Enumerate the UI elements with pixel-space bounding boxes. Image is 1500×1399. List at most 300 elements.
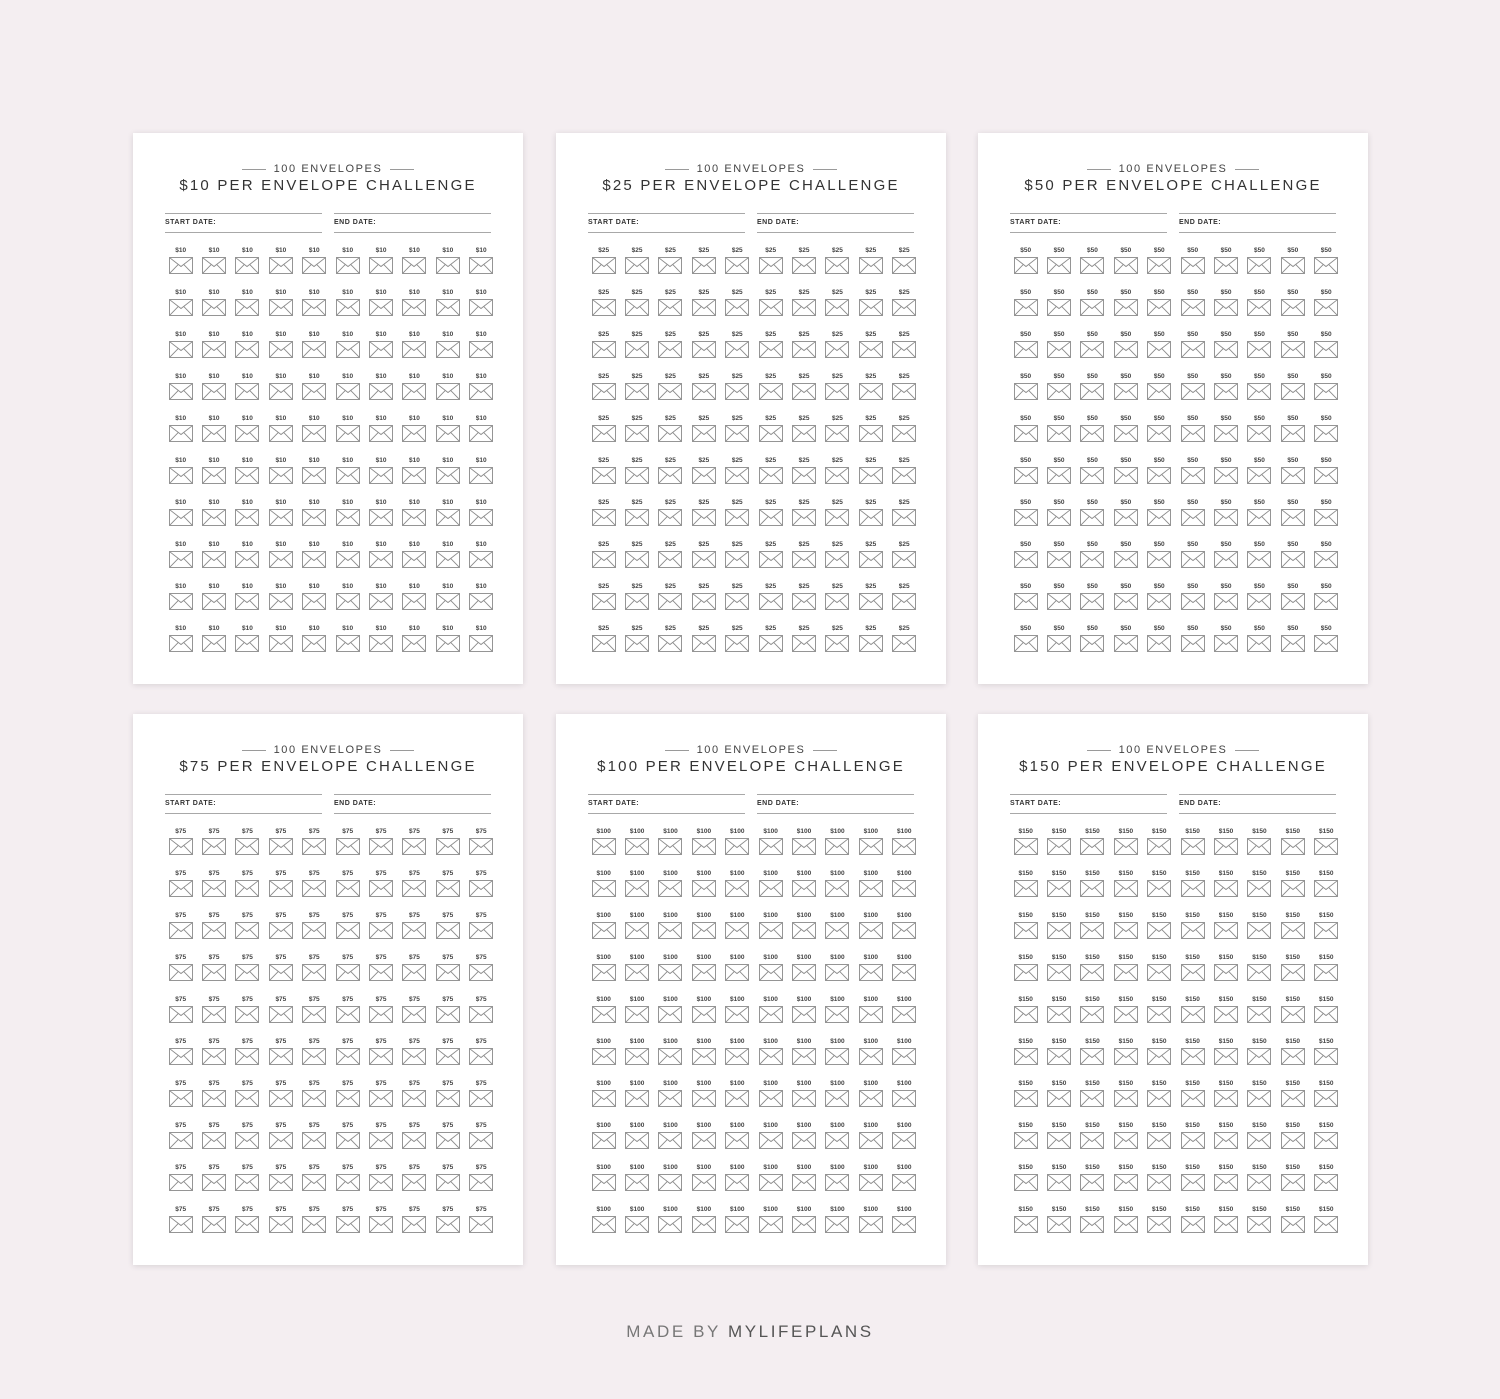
- start-date-field[interactable]: START DATE:: [165, 794, 322, 814]
- envelope-cell[interactable]: [620, 827, 653, 869]
- envelope-cell[interactable]: [1143, 1037, 1176, 1079]
- envelope-cell[interactable]: [264, 911, 297, 953]
- envelope-cell[interactable]: [888, 1121, 921, 1163]
- envelope-cell[interactable]: [231, 869, 264, 911]
- envelope-cell[interactable]: [754, 246, 787, 288]
- envelope-cell[interactable]: [1042, 372, 1075, 414]
- envelope-cell[interactable]: [1076, 288, 1109, 330]
- envelope-cell[interactable]: [431, 414, 464, 456]
- envelope-cell[interactable]: [587, 995, 620, 1037]
- envelope-cell[interactable]: [431, 1163, 464, 1205]
- envelope-cell[interactable]: [1143, 1121, 1176, 1163]
- envelope-cell[interactable]: [854, 1037, 887, 1079]
- envelope-cell[interactable]: [1143, 827, 1176, 869]
- envelope-cell[interactable]: [1009, 624, 1042, 666]
- envelope-cell[interactable]: [687, 995, 720, 1037]
- envelope-cell[interactable]: [854, 498, 887, 540]
- envelope-cell[interactable]: [364, 1037, 397, 1079]
- envelope-cell[interactable]: [721, 246, 754, 288]
- envelope-cell[interactable]: [1209, 1121, 1242, 1163]
- envelope-cell[interactable]: [431, 1037, 464, 1079]
- envelope-cell[interactable]: [1076, 1205, 1109, 1247]
- envelope-cell[interactable]: [821, 330, 854, 372]
- envelope-cell[interactable]: [821, 582, 854, 624]
- envelope-cell[interactable]: [754, 1163, 787, 1205]
- envelope-cell[interactable]: [1276, 1205, 1309, 1247]
- envelope-cell[interactable]: [654, 995, 687, 1037]
- envelope-cell[interactable]: [754, 498, 787, 540]
- envelope-cell[interactable]: [298, 582, 331, 624]
- envelope-cell[interactable]: [197, 911, 230, 953]
- envelope-cell[interactable]: [888, 582, 921, 624]
- envelope-cell[interactable]: [331, 246, 364, 288]
- envelope-cell[interactable]: [1176, 624, 1209, 666]
- start-date-field[interactable]: START DATE:: [1010, 794, 1167, 814]
- envelope-cell[interactable]: [231, 288, 264, 330]
- envelope-cell[interactable]: [298, 953, 331, 995]
- envelope-cell[interactable]: [1209, 582, 1242, 624]
- envelope-cell[interactable]: [587, 953, 620, 995]
- envelope-cell[interactable]: [721, 1121, 754, 1163]
- envelope-cell[interactable]: [1209, 1037, 1242, 1079]
- envelope-cell[interactable]: [298, 330, 331, 372]
- envelope-cell[interactable]: [465, 540, 498, 582]
- envelope-cell[interactable]: [264, 414, 297, 456]
- envelope-cell[interactable]: [331, 540, 364, 582]
- envelope-cell[interactable]: [1276, 869, 1309, 911]
- envelope-cell[interactable]: [687, 288, 720, 330]
- envelope-cell[interactable]: [620, 1121, 653, 1163]
- envelope-cell[interactable]: [364, 911, 397, 953]
- envelope-cell[interactable]: [431, 995, 464, 1037]
- envelope-cell[interactable]: [1176, 1163, 1209, 1205]
- envelope-cell[interactable]: [1276, 246, 1309, 288]
- envelope-cell[interactable]: [364, 540, 397, 582]
- envelope-cell[interactable]: [1176, 1121, 1209, 1163]
- envelope-cell[interactable]: [465, 1121, 498, 1163]
- envelope-cell[interactable]: [465, 953, 498, 995]
- envelope-cell[interactable]: [465, 1205, 498, 1247]
- envelope-cell[interactable]: [298, 1079, 331, 1121]
- envelope-cell[interactable]: [620, 953, 653, 995]
- envelope-cell[interactable]: [1276, 624, 1309, 666]
- envelope-cell[interactable]: [821, 1121, 854, 1163]
- envelope-cell[interactable]: [687, 1205, 720, 1247]
- envelope-cell[interactable]: [465, 1037, 498, 1079]
- envelope-cell[interactable]: [1209, 995, 1242, 1037]
- envelope-cell[interactable]: [754, 456, 787, 498]
- envelope-cell[interactable]: [231, 414, 264, 456]
- envelope-cell[interactable]: [1310, 498, 1343, 540]
- envelope-cell[interactable]: [754, 1121, 787, 1163]
- envelope-cell[interactable]: [364, 246, 397, 288]
- envelope-cell[interactable]: [398, 582, 431, 624]
- envelope-cell[interactable]: [787, 540, 820, 582]
- envelope-cell[interactable]: [197, 1163, 230, 1205]
- envelope-cell[interactable]: [620, 869, 653, 911]
- envelope-cell[interactable]: [465, 414, 498, 456]
- envelope-cell[interactable]: [197, 414, 230, 456]
- envelope-cell[interactable]: [1076, 953, 1109, 995]
- envelope-cell[interactable]: [431, 330, 464, 372]
- envelope-cell[interactable]: [854, 827, 887, 869]
- envelope-cell[interactable]: [687, 1163, 720, 1205]
- envelope-cell[interactable]: [587, 1121, 620, 1163]
- envelope-cell[interactable]: [854, 582, 887, 624]
- envelope-cell[interactable]: [264, 1205, 297, 1247]
- envelope-cell[interactable]: [331, 953, 364, 995]
- envelope-cell[interactable]: [687, 456, 720, 498]
- envelope-cell[interactable]: [1310, 414, 1343, 456]
- envelope-cell[interactable]: [331, 498, 364, 540]
- envelope-cell[interactable]: [721, 995, 754, 1037]
- envelope-cell[interactable]: [298, 827, 331, 869]
- envelope-cell[interactable]: [197, 246, 230, 288]
- envelope-cell[interactable]: [821, 246, 854, 288]
- envelope-cell[interactable]: [1009, 330, 1042, 372]
- envelope-cell[interactable]: [398, 827, 431, 869]
- envelope-cell[interactable]: [431, 246, 464, 288]
- envelope-cell[interactable]: [888, 995, 921, 1037]
- envelope-cell[interactable]: [1276, 540, 1309, 582]
- envelope-cell[interactable]: [821, 995, 854, 1037]
- envelope-cell[interactable]: [1076, 330, 1109, 372]
- envelope-cell[interactable]: [1042, 869, 1075, 911]
- envelope-cell[interactable]: [888, 911, 921, 953]
- envelope-cell[interactable]: [1143, 372, 1176, 414]
- envelope-cell[interactable]: [821, 911, 854, 953]
- envelope-cell[interactable]: [1243, 1079, 1276, 1121]
- envelope-cell[interactable]: [1109, 624, 1142, 666]
- envelope-cell[interactable]: [298, 246, 331, 288]
- envelope-cell[interactable]: [364, 1121, 397, 1163]
- envelope-cell[interactable]: [1109, 456, 1142, 498]
- envelope-cell[interactable]: [654, 330, 687, 372]
- envelope-cell[interactable]: [431, 456, 464, 498]
- envelope-cell[interactable]: [787, 372, 820, 414]
- envelope-cell[interactable]: [231, 827, 264, 869]
- envelope-cell[interactable]: [1076, 372, 1109, 414]
- envelope-cell[interactable]: [654, 953, 687, 995]
- envelope-cell[interactable]: [1109, 1037, 1142, 1079]
- envelope-cell[interactable]: [1243, 953, 1276, 995]
- envelope-cell[interactable]: [754, 288, 787, 330]
- envelope-cell[interactable]: [364, 1079, 397, 1121]
- envelope-cell[interactable]: [364, 995, 397, 1037]
- envelope-cell[interactable]: [1310, 1079, 1343, 1121]
- envelope-cell[interactable]: [231, 1205, 264, 1247]
- envelope-cell[interactable]: [1176, 1079, 1209, 1121]
- envelope-cell[interactable]: [1209, 246, 1242, 288]
- envelope-cell[interactable]: [787, 869, 820, 911]
- envelope-cell[interactable]: [587, 869, 620, 911]
- envelope-cell[interactable]: [1310, 869, 1343, 911]
- envelope-cell[interactable]: [1109, 869, 1142, 911]
- start-date-field[interactable]: START DATE:: [165, 213, 322, 233]
- envelope-cell[interactable]: [587, 827, 620, 869]
- envelope-cell[interactable]: [620, 372, 653, 414]
- envelope-cell[interactable]: [654, 498, 687, 540]
- envelope-cell[interactable]: [431, 288, 464, 330]
- envelope-cell[interactable]: [1176, 1205, 1209, 1247]
- envelope-cell[interactable]: [587, 330, 620, 372]
- envelope-cell[interactable]: [754, 330, 787, 372]
- envelope-cell[interactable]: [754, 827, 787, 869]
- envelope-cell[interactable]: [1143, 995, 1176, 1037]
- envelope-cell[interactable]: [787, 414, 820, 456]
- envelope-cell[interactable]: [1009, 456, 1042, 498]
- envelope-cell[interactable]: [821, 869, 854, 911]
- envelope-cell[interactable]: [431, 540, 464, 582]
- end-date-field[interactable]: END DATE:: [334, 794, 491, 814]
- envelope-cell[interactable]: [164, 911, 197, 953]
- envelope-cell[interactable]: [1310, 827, 1343, 869]
- envelope-cell[interactable]: [821, 1163, 854, 1205]
- envelope-cell[interactable]: [197, 372, 230, 414]
- envelope-cell[interactable]: [164, 456, 197, 498]
- envelope-cell[interactable]: [164, 1037, 197, 1079]
- envelope-cell[interactable]: [587, 540, 620, 582]
- envelope-cell[interactable]: [431, 953, 464, 995]
- envelope-cell[interactable]: [721, 869, 754, 911]
- envelope-cell[interactable]: [1109, 995, 1142, 1037]
- envelope-cell[interactable]: [398, 869, 431, 911]
- envelope-cell[interactable]: [264, 1163, 297, 1205]
- envelope-cell[interactable]: [1076, 995, 1109, 1037]
- envelope-cell[interactable]: [1076, 1163, 1109, 1205]
- envelope-cell[interactable]: [398, 1079, 431, 1121]
- envelope-cell[interactable]: [687, 540, 720, 582]
- envelope-cell[interactable]: [1276, 372, 1309, 414]
- envelope-cell[interactable]: [687, 869, 720, 911]
- envelope-cell[interactable]: [264, 372, 297, 414]
- envelope-cell[interactable]: [1243, 827, 1276, 869]
- envelope-cell[interactable]: [1009, 582, 1042, 624]
- envelope-cell[interactable]: [620, 330, 653, 372]
- envelope-cell[interactable]: [1143, 1205, 1176, 1247]
- envelope-cell[interactable]: [264, 1079, 297, 1121]
- envelope-cell[interactable]: [787, 995, 820, 1037]
- envelope-cell[interactable]: [364, 498, 397, 540]
- envelope-cell[interactable]: [398, 953, 431, 995]
- envelope-cell[interactable]: [721, 827, 754, 869]
- envelope-cell[interactable]: [587, 582, 620, 624]
- envelope-cell[interactable]: [1209, 330, 1242, 372]
- envelope-cell[interactable]: [1276, 953, 1309, 995]
- envelope-cell[interactable]: [1109, 498, 1142, 540]
- envelope-cell[interactable]: [231, 624, 264, 666]
- envelope-cell[interactable]: [587, 1163, 620, 1205]
- envelope-cell[interactable]: [888, 624, 921, 666]
- envelope-cell[interactable]: [1176, 953, 1209, 995]
- envelope-cell[interactable]: [197, 1121, 230, 1163]
- envelope-cell[interactable]: [654, 1121, 687, 1163]
- envelope-cell[interactable]: [1042, 540, 1075, 582]
- envelope-cell[interactable]: [1176, 582, 1209, 624]
- envelope-cell[interactable]: [1276, 911, 1309, 953]
- envelope-cell[interactable]: [231, 540, 264, 582]
- envelope-cell[interactable]: [231, 1079, 264, 1121]
- envelope-cell[interactable]: [587, 624, 620, 666]
- envelope-cell[interactable]: [331, 372, 364, 414]
- envelope-cell[interactable]: [164, 414, 197, 456]
- envelope-cell[interactable]: [1109, 1079, 1142, 1121]
- envelope-cell[interactable]: [721, 911, 754, 953]
- envelope-cell[interactable]: [1276, 288, 1309, 330]
- envelope-cell[interactable]: [1143, 1163, 1176, 1205]
- envelope-cell[interactable]: [1042, 1037, 1075, 1079]
- envelope-cell[interactable]: [197, 1037, 230, 1079]
- end-date-field[interactable]: END DATE:: [757, 213, 914, 233]
- envelope-cell[interactable]: [888, 540, 921, 582]
- envelope-cell[interactable]: [654, 827, 687, 869]
- envelope-cell[interactable]: [431, 624, 464, 666]
- envelope-cell[interactable]: [331, 1079, 364, 1121]
- envelope-cell[interactable]: [1009, 1037, 1042, 1079]
- envelope-cell[interactable]: [331, 869, 364, 911]
- envelope-cell[interactable]: [1042, 456, 1075, 498]
- envelope-cell[interactable]: [1143, 330, 1176, 372]
- envelope-cell[interactable]: [787, 246, 820, 288]
- envelope-cell[interactable]: [1209, 624, 1242, 666]
- envelope-cell[interactable]: [888, 953, 921, 995]
- envelope-cell[interactable]: [364, 372, 397, 414]
- envelope-cell[interactable]: [364, 330, 397, 372]
- envelope-cell[interactable]: [264, 246, 297, 288]
- envelope-cell[interactable]: [721, 456, 754, 498]
- envelope-cell[interactable]: [1042, 953, 1075, 995]
- envelope-cell[interactable]: [298, 414, 331, 456]
- envelope-cell[interactable]: [854, 246, 887, 288]
- end-date-field[interactable]: END DATE:: [757, 794, 914, 814]
- envelope-cell[interactable]: [1310, 288, 1343, 330]
- envelope-cell[interactable]: [654, 372, 687, 414]
- envelope-cell[interactable]: [298, 624, 331, 666]
- envelope-cell[interactable]: [364, 827, 397, 869]
- envelope-cell[interactable]: [854, 456, 887, 498]
- envelope-cell[interactable]: [1076, 246, 1109, 288]
- envelope-cell[interactable]: [587, 1205, 620, 1247]
- envelope-cell[interactable]: [888, 1079, 921, 1121]
- envelope-cell[interactable]: [431, 1205, 464, 1247]
- envelope-cell[interactable]: [398, 1205, 431, 1247]
- envelope-cell[interactable]: [754, 1079, 787, 1121]
- envelope-cell[interactable]: [398, 624, 431, 666]
- envelope-cell[interactable]: [431, 827, 464, 869]
- envelope-cell[interactable]: [231, 953, 264, 995]
- envelope-cell[interactable]: [364, 582, 397, 624]
- envelope-cell[interactable]: [754, 1037, 787, 1079]
- end-date-field[interactable]: END DATE:: [334, 213, 491, 233]
- envelope-cell[interactable]: [754, 582, 787, 624]
- envelope-cell[interactable]: [164, 953, 197, 995]
- envelope-cell[interactable]: [364, 1163, 397, 1205]
- envelope-cell[interactable]: [1009, 414, 1042, 456]
- envelope-cell[interactable]: [754, 372, 787, 414]
- envelope-cell[interactable]: [854, 330, 887, 372]
- envelope-cell[interactable]: [431, 869, 464, 911]
- envelope-cell[interactable]: [1176, 456, 1209, 498]
- envelope-cell[interactable]: [787, 498, 820, 540]
- envelope-cell[interactable]: [164, 372, 197, 414]
- envelope-cell[interactable]: [888, 288, 921, 330]
- envelope-cell[interactable]: [1243, 1205, 1276, 1247]
- envelope-cell[interactable]: [1209, 827, 1242, 869]
- envelope-cell[interactable]: [1276, 1163, 1309, 1205]
- envelope-cell[interactable]: [821, 540, 854, 582]
- envelope-cell[interactable]: [1243, 540, 1276, 582]
- envelope-cell[interactable]: [654, 456, 687, 498]
- envelope-cell[interactable]: [854, 540, 887, 582]
- envelope-cell[interactable]: [787, 624, 820, 666]
- envelope-cell[interactable]: [164, 1079, 197, 1121]
- envelope-cell[interactable]: [787, 1037, 820, 1079]
- envelope-cell[interactable]: [331, 624, 364, 666]
- envelope-cell[interactable]: [1310, 1163, 1343, 1205]
- envelope-cell[interactable]: [398, 540, 431, 582]
- envelope-cell[interactable]: [1042, 624, 1075, 666]
- envelope-cell[interactable]: [888, 1163, 921, 1205]
- envelope-cell[interactable]: [264, 827, 297, 869]
- envelope-cell[interactable]: [1243, 246, 1276, 288]
- envelope-cell[interactable]: [398, 1037, 431, 1079]
- envelope-cell[interactable]: [687, 827, 720, 869]
- envelope-cell[interactable]: [821, 456, 854, 498]
- envelope-cell[interactable]: [1209, 288, 1242, 330]
- envelope-cell[interactable]: [1176, 414, 1209, 456]
- envelope-cell[interactable]: [1076, 911, 1109, 953]
- envelope-cell[interactable]: [587, 498, 620, 540]
- envelope-cell[interactable]: [1209, 414, 1242, 456]
- envelope-cell[interactable]: [687, 953, 720, 995]
- envelope-cell[interactable]: [1209, 498, 1242, 540]
- envelope-cell[interactable]: [298, 869, 331, 911]
- envelope-cell[interactable]: [1176, 498, 1209, 540]
- envelope-cell[interactable]: [1076, 1037, 1109, 1079]
- envelope-cell[interactable]: [754, 624, 787, 666]
- envelope-cell[interactable]: [331, 1037, 364, 1079]
- envelope-cell[interactable]: [687, 582, 720, 624]
- envelope-cell[interactable]: [164, 869, 197, 911]
- envelope-cell[interactable]: [1143, 456, 1176, 498]
- envelope-cell[interactable]: [231, 330, 264, 372]
- envelope-cell[interactable]: [687, 414, 720, 456]
- envelope-cell[interactable]: [1042, 1205, 1075, 1247]
- envelope-cell[interactable]: [331, 827, 364, 869]
- envelope-cell[interactable]: [1243, 498, 1276, 540]
- envelope-cell[interactable]: [787, 582, 820, 624]
- envelope-cell[interactable]: [1042, 414, 1075, 456]
- envelope-cell[interactable]: [231, 911, 264, 953]
- envelope-cell[interactable]: [1176, 869, 1209, 911]
- envelope-cell[interactable]: [721, 1205, 754, 1247]
- envelope-cell[interactable]: [1042, 246, 1075, 288]
- envelope-cell[interactable]: [888, 1037, 921, 1079]
- envelope-cell[interactable]: [721, 414, 754, 456]
- envelope-cell[interactable]: [264, 456, 297, 498]
- envelope-cell[interactable]: [1209, 869, 1242, 911]
- envelope-cell[interactable]: [1076, 624, 1109, 666]
- envelope-cell[interactable]: [654, 582, 687, 624]
- envelope-cell[interactable]: [721, 372, 754, 414]
- envelope-cell[interactable]: [1176, 827, 1209, 869]
- envelope-cell[interactable]: [1176, 995, 1209, 1037]
- envelope-cell[interactable]: [298, 1037, 331, 1079]
- envelope-cell[interactable]: [821, 1079, 854, 1121]
- envelope-cell[interactable]: [1076, 456, 1109, 498]
- envelope-cell[interactable]: [1009, 953, 1042, 995]
- envelope-cell[interactable]: [164, 498, 197, 540]
